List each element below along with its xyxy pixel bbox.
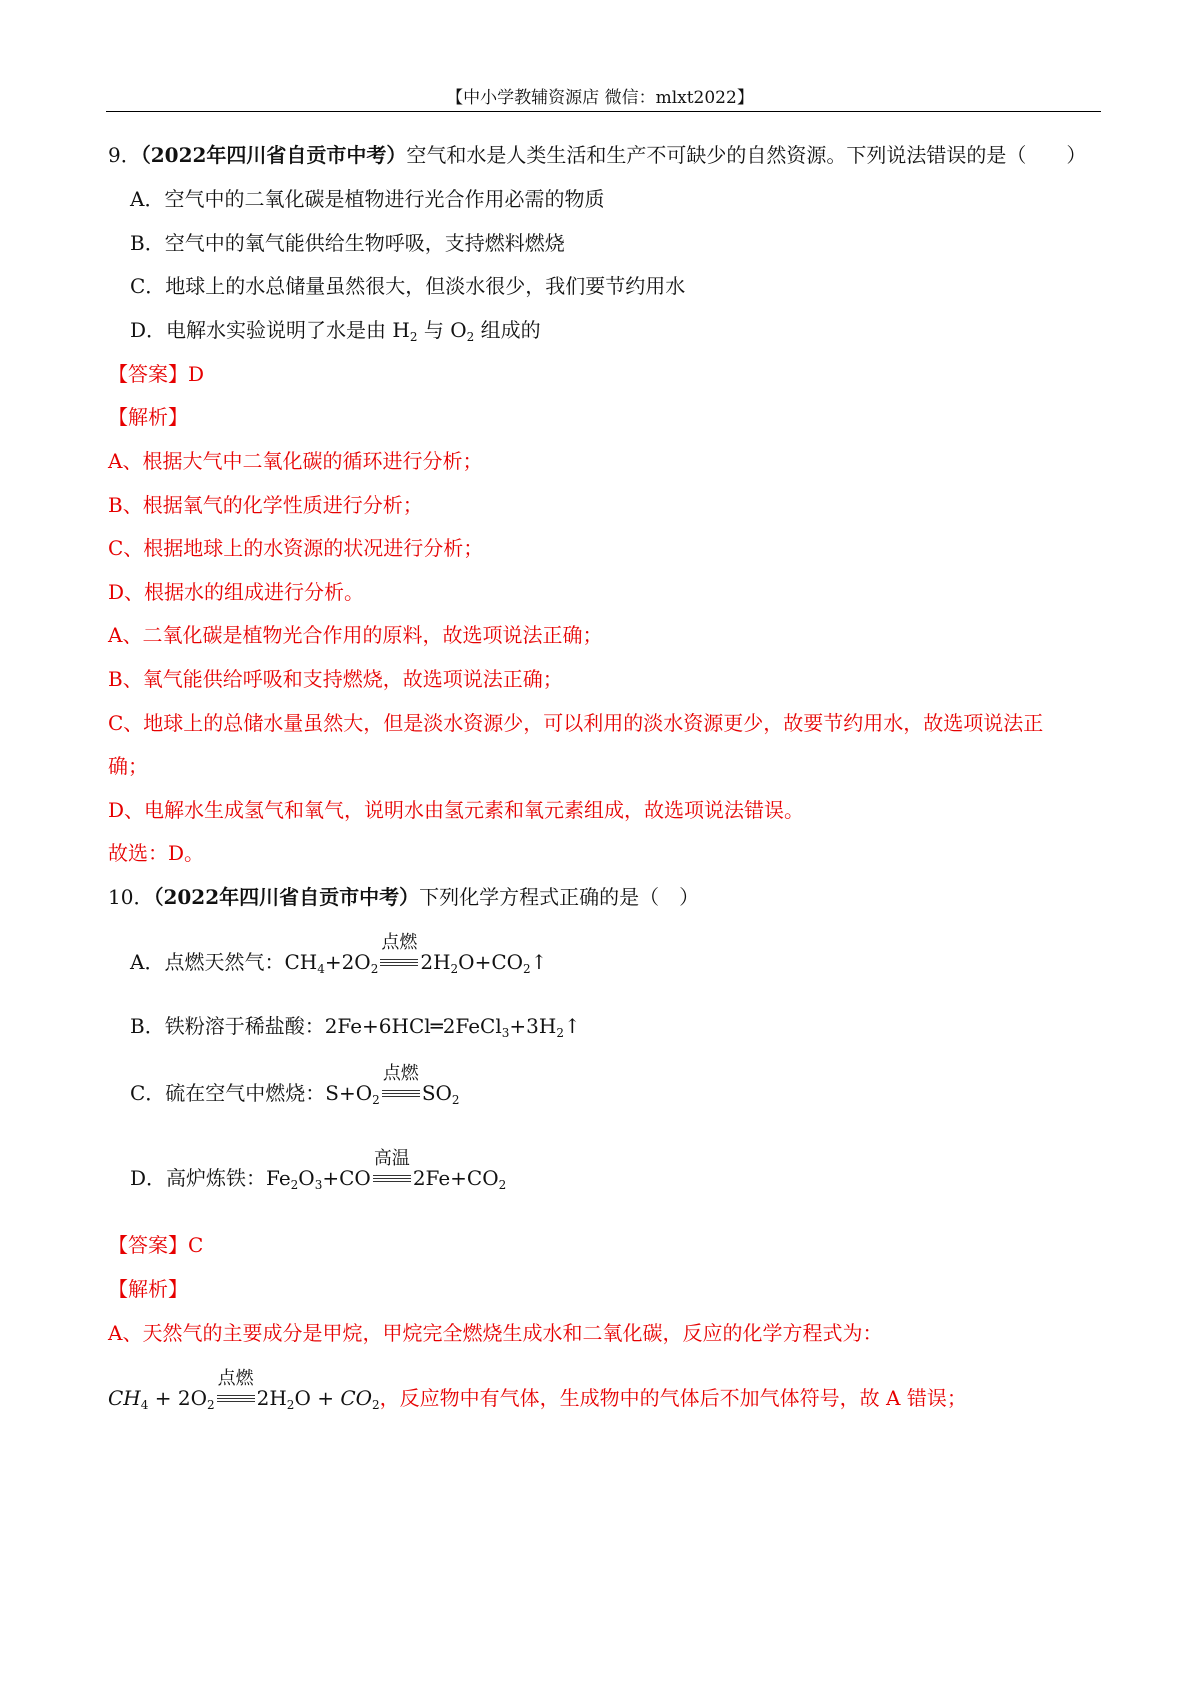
option-d-text: 与 O	[417, 318, 467, 342]
formula-text: CH	[108, 1386, 141, 1410]
question-source: （2022年四川省自贡市中考）	[153, 885, 420, 909]
question-stem: 空气和水是人类生活和生产不可缺少的自然资源。下列说法错误的是（ ）	[406, 143, 1087, 167]
subscript: 4	[140, 1398, 149, 1412]
reaction-condition	[380, 1063, 422, 1104]
formula-text: 2H	[256, 1386, 287, 1410]
subscript: 2	[409, 330, 418, 344]
subscript: 2	[466, 330, 475, 344]
formula-text: + 2O	[148, 1386, 207, 1410]
option-text: +CO	[322, 1166, 371, 1190]
answer: 【答案】C	[108, 1233, 204, 1257]
equal-sign	[217, 1395, 255, 1402]
subscript: 2	[372, 1093, 380, 1107]
analysis-line: B、根据氧气的化学性质进行分析；	[108, 493, 423, 517]
formula-line	[108, 1368, 967, 1412]
subscript: 2	[372, 1398, 380, 1412]
subscript: 3	[501, 1026, 510, 1040]
option-text: 2H	[420, 950, 451, 974]
analysis-line: D、电解水生成氢气和氧气，说明水由氢元素和氧元素组成，故选项说法错误。	[108, 798, 805, 822]
subscript: 2	[286, 1398, 295, 1412]
analysis-label: 【解析】	[108, 405, 188, 429]
subscript: 4	[317, 962, 325, 976]
option-text: 2Fe+CO	[412, 1166, 499, 1190]
answer: 【答案】D	[108, 362, 205, 386]
option-b	[130, 1012, 581, 1040]
option-d	[130, 1148, 507, 1192]
analysis-line: A、天然气的主要成分是甲烷，甲烷完全燃烧生成水和二氧化碳，反应的化学方程式为：	[108, 1321, 883, 1345]
condition-label: 点燃	[382, 1063, 419, 1084]
option-text: O+CO	[458, 950, 524, 974]
analysis-line: 确；	[108, 754, 148, 778]
option-text: +3H	[509, 1014, 557, 1038]
option-text: SO	[421, 1081, 452, 1105]
option-text: ↑	[530, 950, 548, 974]
question-source: （2022年四川省自贡市中考）	[140, 143, 407, 167]
analysis-line: B、氧气能供给呼吸和支持燃烧，故选项说法正确；	[108, 667, 563, 691]
subscript: 2	[498, 1178, 507, 1192]
header-divider	[106, 111, 1101, 112]
option-text: A．点燃天然气：CH	[130, 950, 318, 974]
analysis-line: A、根据大气中二氧化碳的循环进行分析；	[108, 449, 483, 473]
analysis-label: 【解析】	[108, 1277, 188, 1301]
condition-label: 高温	[373, 1148, 410, 1169]
analysis-line: A、二氧化碳是植物光合作用的原料，故选项说法正确；	[108, 623, 603, 647]
question-stem: 下列化学方程式正确的是（ ）	[419, 885, 700, 909]
option-d	[130, 316, 541, 344]
subscript: 2	[290, 1178, 299, 1192]
option-text: +2O	[324, 950, 371, 974]
option-d-text: 组成的	[474, 318, 541, 342]
subscript: 2	[206, 1398, 215, 1412]
subscript: 2	[556, 1026, 564, 1040]
reaction-condition	[371, 1148, 413, 1189]
analysis-line: C、地球上的总储水量虽然大，但是淡水资源少，可以利用的淡水资源更少，故要节约用水，故选项说法正	[108, 711, 1044, 735]
subscript: 2	[523, 962, 531, 976]
formula-text: O +	[294, 1386, 341, 1410]
reaction-condition	[215, 1368, 257, 1409]
reaction-condition	[378, 932, 420, 973]
option-c: C．地球上的水总储量虽然很大，但淡水很少，我们要节约用水	[130, 274, 686, 298]
analysis-line: 故选：D。	[108, 841, 205, 865]
condition-label: 点燃	[381, 932, 418, 953]
option-text: D．高炉炼铁：Fe	[130, 1166, 291, 1190]
option-b: B．空气中的氧气能供给生物呼吸，支持燃料燃烧	[130, 231, 565, 255]
analysis-line: D、根据水的组成进行分析。	[108, 580, 365, 604]
question-10	[108, 883, 699, 911]
analysis-line: C、根据地球上的水资源的状况进行分析；	[108, 536, 484, 560]
question-number: 10．	[108, 885, 154, 909]
option-text: C．硫在空气中燃烧：S+O	[130, 1081, 373, 1105]
option-text: B．铁粉溶于稀盐酸：2Fe+6HCl═2FeCl	[130, 1014, 502, 1038]
question-number: 9．	[108, 143, 141, 167]
analysis-text: ，反应物中有气体，生成物中的气体后不加气体符号，故 A 错误；	[379, 1386, 967, 1410]
equal-sign	[380, 959, 418, 966]
equal-sign	[373, 1175, 411, 1182]
formula-text: CO	[340, 1386, 373, 1410]
option-text: O	[298, 1166, 315, 1190]
condition-label: 点燃	[217, 1368, 254, 1389]
question-9	[108, 141, 1086, 169]
equal-sign	[382, 1090, 420, 1097]
subscript: 3	[314, 1178, 323, 1192]
subscript: 2	[370, 962, 379, 976]
option-text: ↑	[563, 1014, 581, 1038]
option-a	[130, 932, 548, 976]
subscript: 2	[450, 962, 459, 976]
option-c	[130, 1063, 460, 1107]
option-a: A．空气中的二氧化碳是植物进行光合作用必需的物质	[130, 187, 605, 211]
page-header: 【中小学教辅资源店 微信：mlxt2022】	[446, 88, 754, 108]
subscript: 2	[451, 1093, 460, 1107]
option-d-text: D．电解水实验说明了水是由 H	[130, 318, 410, 342]
